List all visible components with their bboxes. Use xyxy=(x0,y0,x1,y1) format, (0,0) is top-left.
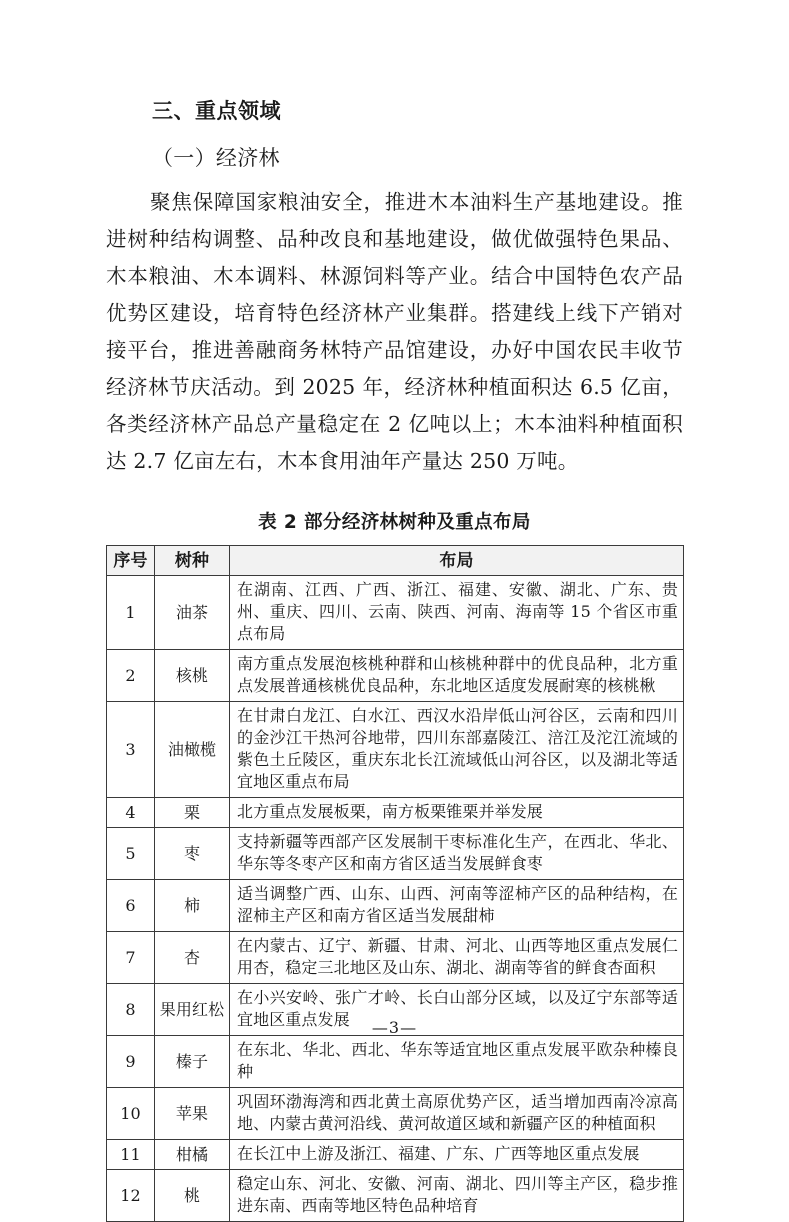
cell-layout: 在小兴安岭、张广才岭、长白山部分区域，以及辽宁东部等适宜地区重点发展 xyxy=(230,984,684,1036)
table-row xyxy=(107,1170,684,1222)
table-row xyxy=(107,798,684,828)
cell-tree: 桃 xyxy=(155,1170,230,1222)
cell-index: 8 xyxy=(107,984,155,1036)
table-row xyxy=(107,1088,684,1140)
column-header-index: 序号 xyxy=(107,546,155,576)
cell-tree: 枣 xyxy=(155,828,230,880)
cell-layout: 适当调整广西、山东、山西、河南等涩柿产区的品种结构，在涩柿主产区和南方省区适当发展甜柿 xyxy=(230,880,684,932)
table-row xyxy=(107,932,684,984)
cell-index: 5 xyxy=(107,828,155,880)
cell-layout: 在长江中上游及浙江、福建、广东、广西等地区重点发展 xyxy=(230,1140,684,1170)
table-row xyxy=(107,650,684,702)
cell-tree: 柿 xyxy=(155,880,230,932)
cell-tree: 苹果 xyxy=(155,1088,230,1140)
cell-index: 1 xyxy=(107,576,155,650)
cell-layout: 巩固环渤海湾和西北黄土高原优势产区，适当增加西南冷凉高地、内蒙古黄河沿线、黄河故道区域和新疆产区的种植面积 xyxy=(230,1088,684,1140)
table-row xyxy=(107,1036,684,1088)
subsection-heading: （一）经济林 xyxy=(152,146,280,170)
cell-layout: 在内蒙古、辽宁、新疆、甘肃、河北、山西等地区重点发展仁用杏，稳定三北地区及山东、湖北、湖南等省的鲜食杏面积 xyxy=(230,932,684,984)
cell-index: 12 xyxy=(107,1170,155,1222)
page-number: —3— xyxy=(371,1018,418,1037)
table-row xyxy=(107,702,684,798)
cell-tree: 栗 xyxy=(155,798,230,828)
cell-index: 7 xyxy=(107,932,155,984)
cell-tree: 油茶 xyxy=(155,576,230,650)
cell-index: 2 xyxy=(107,650,155,702)
cell-index: 9 xyxy=(107,1036,155,1088)
table-body xyxy=(107,576,684,1222)
cell-tree: 核桃 xyxy=(155,650,230,702)
section-heading: 三、重点领域 xyxy=(152,99,281,123)
cell-layout: 北方重点发展板栗，南方板栗锥栗并举发展 xyxy=(230,798,684,828)
cell-tree: 杏 xyxy=(155,932,230,984)
cell-tree: 油橄榄 xyxy=(155,702,230,798)
cell-index: 3 xyxy=(107,702,155,798)
cell-layout: 在东北、华北、西北、华东等适宜地区重点发展平欧杂种榛良种 xyxy=(230,1036,684,1088)
table-header-row xyxy=(107,546,684,576)
cell-index: 4 xyxy=(107,798,155,828)
cell-tree: 果用红松 xyxy=(155,984,230,1036)
body-paragraph: 聚焦保障国家粮油安全，推进木本油料生产基地建设。推进树种结构调整、品种改良和基地建设，做优做强特色果品、木本粮油、木本调料、林源饲料等产业。结合中国特色农产品优势区建设，培育特色经济林产业集群。搭建线上线下产销对接平台，推进善融商务林特产品馆建设，办好中国农民丰收节经济林节庆活动。到 2025 年，经济林种植面积达 6.5 亿亩，各类经济林产品总产量稳定在 2 亿吨以上；木本油料种植面积达 2.7 亿亩左右，木本食用油年产量达 250 万吨。 xyxy=(106,190,683,473)
column-header-tree: 树种 xyxy=(155,546,230,576)
cell-layout: 支持新疆等西部产区发展制干枣标准化生产，在西北、华北、华东等冬枣产区和南方省区适当发展鲜食枣 xyxy=(230,828,684,880)
economic-forest-table xyxy=(106,545,684,1222)
table-row xyxy=(107,828,684,880)
cell-layout: 稳定山东、河北、安徽、河南、湖北、四川等主产区，稳步推进东南、西南等地区特色品种培育 xyxy=(230,1170,684,1222)
table-row xyxy=(107,880,684,932)
table-row xyxy=(107,576,684,650)
cell-index: 6 xyxy=(107,880,155,932)
cell-layout: 在湖南、江西、广西、浙江、福建、安徽、湖北、广东、贵州、重庆、四川、云南、陕西、河南、海南等 15 个省区市重点布局 xyxy=(230,576,684,650)
cell-index: 11 xyxy=(107,1140,155,1170)
cell-tree: 柑橘 xyxy=(155,1140,230,1170)
cell-layout: 在甘肃白龙江、白水江、西汉水沿岸低山河谷区，云南和四川的金沙江干热河谷地带，四川东部嘉陵江、涪江及沱江流域的紫色土丘陵区，重庆东北长江流域低山河谷区，以及湖北等适宜地区重点布局 xyxy=(230,702,684,798)
cell-layout: 南方重点发展泡核桃种群和山核桃种群中的优良品种，北方重点发展普通核桃优良品种，东北地区适度发展耐寒的核桃楸 xyxy=(230,650,684,702)
cell-index: 10 xyxy=(107,1088,155,1140)
cell-tree: 榛子 xyxy=(155,1036,230,1088)
table-row xyxy=(107,1140,684,1170)
table-title: 表 2 部分经济林树种及重点布局 xyxy=(258,512,531,533)
column-header-layout: 布局 xyxy=(230,546,684,576)
